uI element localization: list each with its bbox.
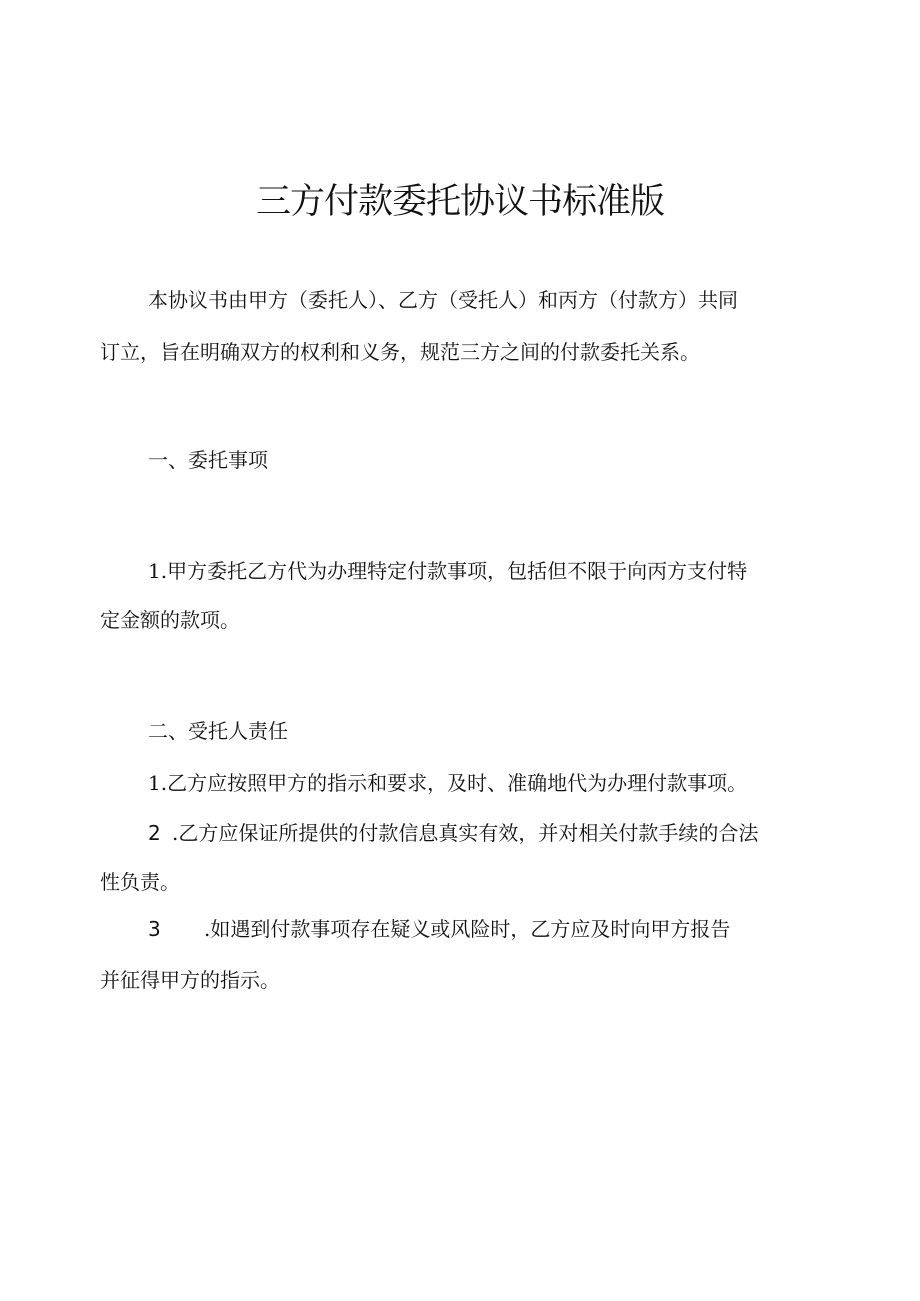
section-2-item-1-line-1: 1.乙方应按照甲方的指示和要求，及时、准确地代为办理付款事项。 <box>148 771 748 795</box>
section-2-item-3-line-2: 并征得甲方的指示。 <box>100 968 280 992</box>
section-2-item-2-line-2: 性负责。 <box>100 870 180 894</box>
section-2-item-2-number: 2 <box>148 821 161 845</box>
section-1-item-1-line-2: 定金额的款项。 <box>100 608 240 632</box>
section-2-item-2-line-1 <box>148 819 758 847</box>
intro-line-2: 订立，旨在明确双方的权利和义务，规范三方之间的付款委托关系。 <box>100 340 700 364</box>
section-1-heading: 一、委托事项 <box>148 448 268 472</box>
document-title: 三方付款委托协议书标准版 <box>255 182 664 222</box>
section-1-item-1-line-1: 1.甲方委托乙方代为办理特定付款事项，包括但不限于向丙方支付特 <box>148 559 748 583</box>
section-2-item-3-number: 3 <box>148 917 161 941</box>
section-2-item-3-text: .如遇到付款事项存在疑义或风险时，乙方应及时向甲方报告 <box>204 917 731 941</box>
section-2-heading: 二、受托人责任 <box>148 719 288 743</box>
section-2-item-3-line-1 <box>148 915 730 943</box>
section-2-item-2-text: .乙方应保证所提供的付款信息真实有效，并对相关付款手续的合法 <box>172 821 759 845</box>
intro-line-1: 本协议书由甲方（委托人）、乙方（受托人）和丙方（付款方）共同 <box>148 288 738 312</box>
